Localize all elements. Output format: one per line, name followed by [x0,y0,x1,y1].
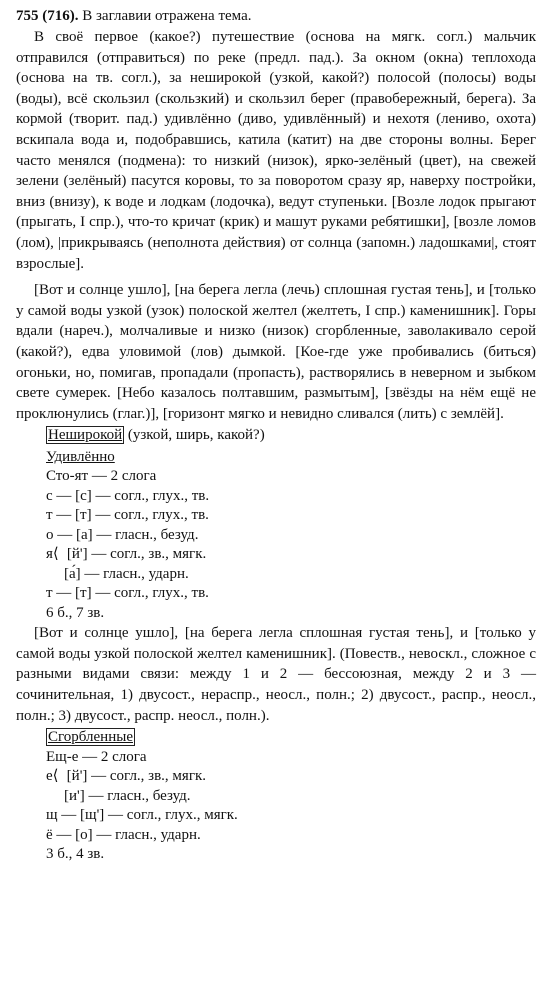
analyzed-word: Неширокой [48,427,123,444]
word-analysis-1 [16,426,536,446]
analysis-word-line [16,448,536,468]
phonetic-line: о — [а] — гласн., безуд. [46,526,199,543]
syllable-line: Сто-ят — 2 слога [46,468,157,485]
text-paragraph-2: [Вот и солнце ушло], [на берега легла (лечь) сплошная густая тень], и [только у самой воды узкой (узок) полоской желтел (желтеть, I спр.) каменишник]. Горы вдали (нареч.), молчаливые и низко (низок) сгорбленные, заволакивало серой (какой?), едва уловимой (лов) дымкой. [Кое-где уже пробивались (биться) огоньки, но, помигав, пропадали (пропасть), растворялись в неверном и зыбком свете сумерек. [Небо казалось полтавшим, размытым], [звёзды на нём ещё не проклюнулись (глаг.)], [горизонт мягко и невидно сливался (лить) с землёй]. [16,282,536,422]
brace-icon: ⟨ [52,768,59,785]
exercise-number: 755 (716). [16,8,79,24]
brace-icon: ⟨ [52,546,59,563]
phonetic-line: щ — [щ'] — согл., глух., мягк. [46,807,238,824]
analyzed-word: Сгорбленные [48,729,133,746]
phonetic-line [16,767,536,787]
count-line: 6 б., 7 зв. [46,604,105,621]
count-line: 3 б., 4 зв. [46,846,105,863]
analysis-note: (узкой, ширь, какой?) [124,427,265,444]
syllable-line: Ещ-е — 2 слога [46,748,147,765]
sound: [й'] — согл., зв., мягк. [66,546,207,563]
analysis-word-line [16,728,536,748]
phonetic-line: ё — [о] — гласн., ударн. [46,826,201,843]
sound: [й'] — согл., зв., мягк. [66,768,207,785]
phonetic-analysis-1 [16,448,536,624]
analyzed-word: Удивлённо [46,448,115,465]
phonetic-line: [и'] — гласн., безуд. [64,787,191,804]
letter: е [46,768,53,785]
analysis-word-line [16,426,536,446]
phonetic-line: с — [с] — согл., глух., тв. [46,487,210,504]
exercise-title: В заглавии отражена тема. [82,8,252,24]
phonetic-line: [а́] — гласн., ударн. [64,565,189,582]
phonetic-analysis-2 [16,728,536,865]
sentence-analysis: [Вот и солнце ушло], [на берега легла сплошная густая тень], и [только у самой воды узкой полоской желтел каменишник]. (Повеств., невоскл., сложное с разными видами связи: между 1 и 2 — бессоюзная, между 2 и 3 — сочинительная, 1) двусост., нераспр., неосл., полн.; 2) двусост., распр., неосл., полн.; 3) двусост., распр. неосл., полн.). [16,625,536,724]
letter: я [46,546,53,563]
text-paragraph-1: В своё первое (какое?) путешествие (основа на мягк. согл.) мальчик отправился (отправиться) по реке (предл. пад.). За окном (окна) теплохода (основа на тв. согл.), за неширокой (узкой, какой?) полосой (полосы) воды (воды), всё скользил (скользкий) и скользил берег (правобережный, берега). За кормой (творит. пад.) удивлённо (диво, удивлённый) и нехотя (лениво, охота) вскипала вода и, подобравшись, катила (катит) на две стороны волны. Берег часто менялся (подмена): то низкий (низок), ярко-зелёный (цвет), на свежей зелени (зелёный) пасутся коровы, то за поворотом сразу яр, наверху постройки, вниз (внизу), к воде и лодкам (лодочка), ведут ступеньки. [Возле лодок прыгают (прыгать, I спр.), что-то кричат (крик) и машут руками ребятишки], [возле ломов (лом), |прикрываясь (неполнота действия) от солнца (запомн.) ладошками|, стоят взрослые]. [16,29,536,272]
phonetic-line [16,545,536,565]
phonetic-line: т — [т] — согл., глух., тв. [46,507,209,524]
phonetic-line: т — [т] — согл., глух., тв. [46,585,209,602]
exercise-heading [16,6,536,26]
